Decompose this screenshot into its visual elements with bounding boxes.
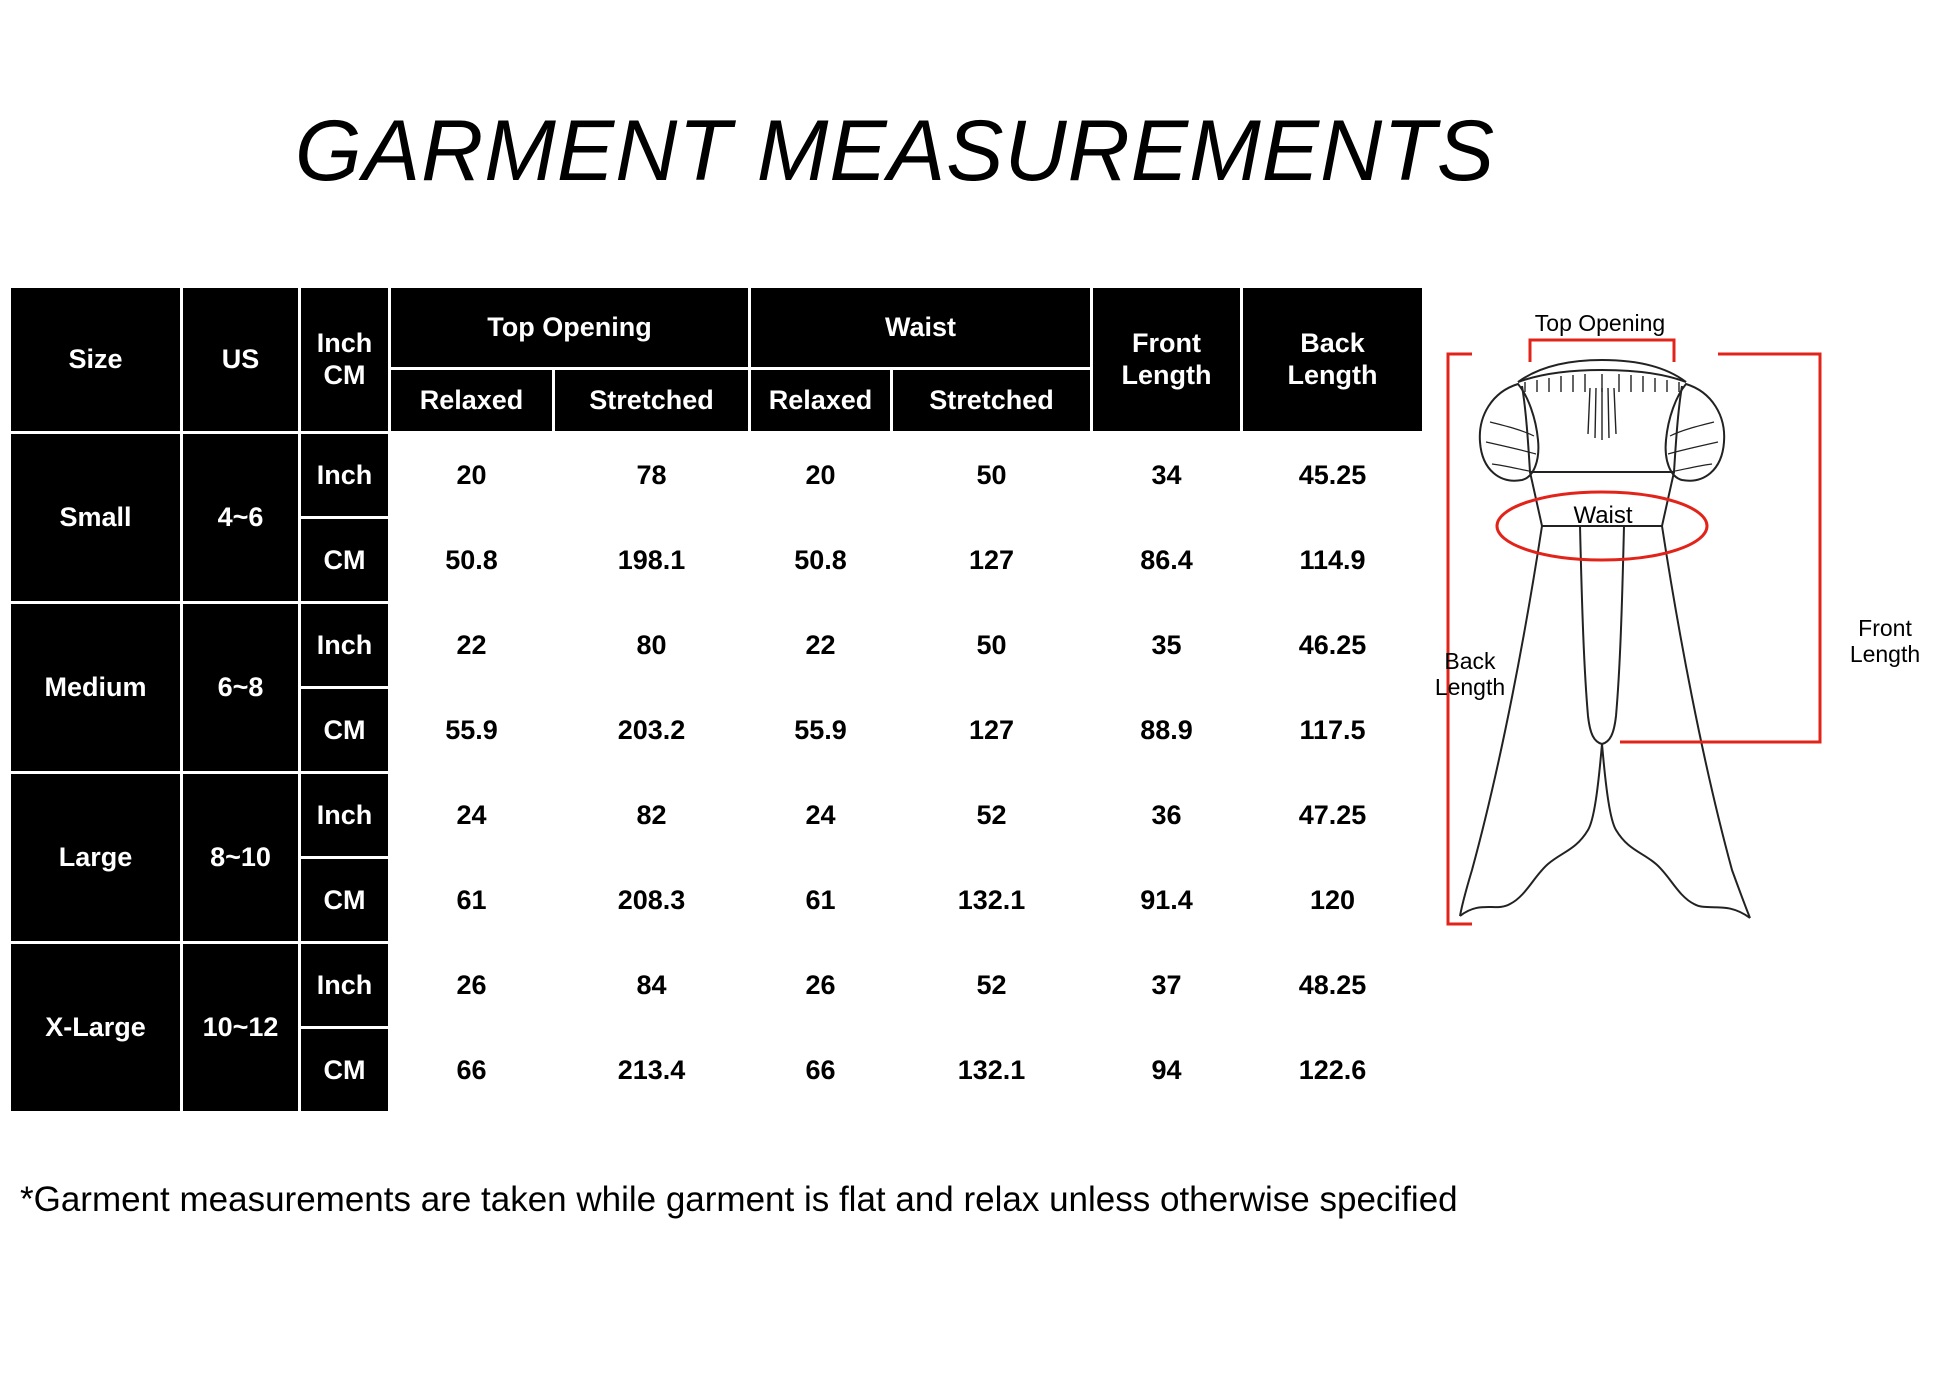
cell-waist-relaxed: 61 [750,858,892,943]
garment-measurements-table [8,285,1425,1114]
cell-top-relaxed: 66 [390,1028,554,1113]
table-row [10,773,1424,858]
cell-top-relaxed: 61 [390,858,554,943]
header-top-relaxed: Relaxed [390,369,554,433]
back-length-bracket [1448,354,1472,924]
cell-top-stretched: 213.4 [554,1028,750,1113]
cell-unit: CM [300,688,390,773]
cell-waist-relaxed: 26 [750,943,892,1028]
cell-top-stretched: 78 [554,433,750,518]
table-header-row-1 [10,287,1424,369]
diagram-label-waist [1558,502,1648,530]
cell-unit: CM [300,858,390,943]
header-size: Size [10,287,182,433]
header-front-length [1092,287,1242,433]
cell-size: Small [10,433,182,603]
header-waist: Waist [750,287,1092,369]
cell-front-length: 91.4 [1092,858,1242,943]
cell-waist-stretched: 52 [892,773,1092,858]
cell-back-length: 48.25 [1242,943,1424,1028]
footnote: *Garment measurements are taken while garment is flat and relax unless otherwise specified [20,1180,1458,1219]
cell-front-length: 35 [1092,603,1242,688]
header-inch: Inch [316,328,373,359]
cell-front-length: 88.9 [1092,688,1242,773]
cell-unit: Inch [300,433,390,518]
page-title: GARMENT MEASUREMENTS [294,103,1496,199]
cell-unit: Inch [300,943,390,1028]
header-waist-stretched: Stretched [892,369,1092,433]
cell-waist-stretched: 132.1 [892,858,1092,943]
header-top-stretched: Stretched [554,369,750,433]
header-back-length-line1: Back [1300,328,1365,359]
header-waist-relaxed: Relaxed [750,369,892,433]
diagram-label-waist-text: Waist [1573,502,1633,529]
header-top-opening: Top Opening [390,287,750,369]
cell-top-stretched: 208.3 [554,858,750,943]
cell-size: X-Large [10,943,182,1113]
cell-waist-relaxed: 50.8 [750,518,892,603]
diagram-label-top-opening [1510,310,1690,336]
cell-back-length: 122.6 [1242,1028,1424,1113]
cell-unit: CM [300,1028,390,1113]
header-back-length-line2: Length [1287,359,1378,390]
cell-top-stretched: 203.2 [554,688,750,773]
cell-waist-relaxed: 55.9 [750,688,892,773]
header-front-length-line1: Front [1132,328,1201,359]
cell-back-length: 117.5 [1242,688,1424,773]
cell-front-length: 34 [1092,433,1242,518]
cell-unit: CM [300,518,390,603]
cell-waist-stretched: 127 [892,518,1092,603]
cell-unit: Inch [300,603,390,688]
cell-waist-stretched: 50 [892,433,1092,518]
cell-back-length: 120 [1242,858,1424,943]
cell-front-length: 94 [1092,1028,1242,1113]
cell-top-stretched: 198.1 [554,518,750,603]
table-row [10,603,1424,688]
front-length-bracket [1620,354,1820,742]
cell-top-relaxed: 22 [390,603,554,688]
cell-waist-stretched: 132.1 [892,1028,1092,1113]
garment-diagram [1430,310,1940,1050]
header-cm: CM [323,359,366,390]
header-us: US [182,287,300,433]
diagram-label-front-length [1820,615,1946,668]
cell-top-relaxed: 26 [390,943,554,1028]
cell-top-stretched: 84 [554,943,750,1028]
cell-front-length: 86.4 [1092,518,1242,603]
cell-top-stretched: 80 [554,603,750,688]
cell-top-stretched: 82 [554,773,750,858]
cell-waist-relaxed: 24 [750,773,892,858]
cell-us: 8~10 [182,773,300,943]
cell-size: Large [10,773,182,943]
cell-size: Medium [10,603,182,773]
skirt-left [1460,526,1542,916]
diagram-label-front-length-text: Front Length [1849,615,1921,668]
table-row [10,943,1424,1028]
cell-front-length: 37 [1092,943,1242,1028]
header-back-length [1242,287,1424,433]
cell-unit: Inch [300,773,390,858]
cell-waist-relaxed: 20 [750,433,892,518]
cell-waist-stretched: 50 [892,603,1092,688]
cell-waist-stretched: 127 [892,688,1092,773]
cell-top-relaxed: 50.8 [390,518,554,603]
cell-back-length: 45.25 [1242,433,1424,518]
diagram-label-top-opening-text: Top Opening [1534,310,1666,336]
cell-front-length: 36 [1092,773,1242,858]
header-front-length-line2: Length [1121,359,1212,390]
table-row [10,433,1424,518]
cell-waist-stretched: 52 [892,943,1092,1028]
top-opening-bracket [1530,340,1674,362]
cell-us: 4~6 [182,433,300,603]
cell-back-length: 46.25 [1242,603,1424,688]
diagram-label-back-length-text: Back Length [1434,648,1506,701]
cell-us: 10~12 [182,943,300,1113]
header-inch-cm [300,287,390,433]
center-tie [1588,388,1616,440]
cell-top-relaxed: 24 [390,773,554,858]
diagram-label-back-length [1410,648,1530,701]
cell-top-relaxed: 20 [390,433,554,518]
skirt-right [1662,526,1750,918]
cell-waist-relaxed: 66 [750,1028,892,1113]
cell-back-length: 114.9 [1242,518,1424,603]
cell-us: 6~8 [182,603,300,773]
cell-back-length: 47.25 [1242,773,1424,858]
cell-waist-relaxed: 22 [750,603,892,688]
cell-top-relaxed: 55.9 [390,688,554,773]
